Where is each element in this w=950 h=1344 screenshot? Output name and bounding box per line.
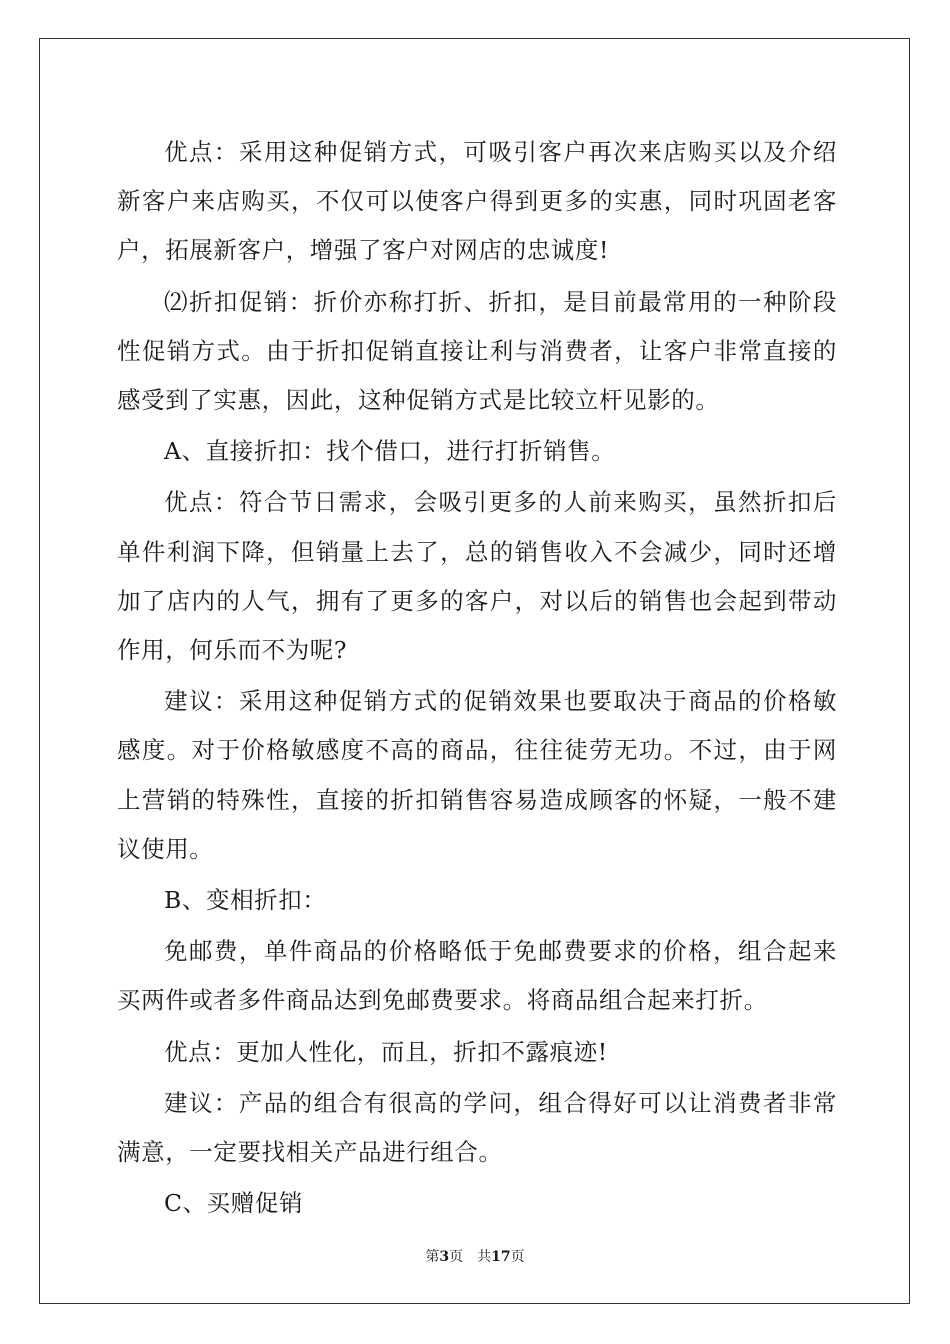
paragraph-advantage-repurchase: 优点：采用这种促销方式，可吸引客户再次来店购买以及介绍新客户来店购买，不仅可以使客户得到更多的实惠，同时巩固老客户，拓展新客户，增强了客户对网店的忠诚度!	[117, 138, 837, 265]
total-suffix: 页	[510, 1249, 525, 1265]
total-pages: 17	[491, 1249, 511, 1265]
total-prefix: 共	[477, 1249, 492, 1265]
paragraph-advantage-disguised-discount: 优点：更加人性化，而且，折扣不露痕迹!	[164, 1037, 608, 1066]
page-number: 3	[439, 1249, 450, 1265]
paragraph-discount-promotion: ⑵折扣促销：折价亦称打折、折扣，是目前最常用的一种阶段性促销方式。由于折扣促销直接让利与消费者，让客户非常直接的感受到了实惠，因此，这种促销方式是比较立杆见影的。	[117, 287, 837, 415]
paragraph-free-shipping: 免邮费，单件商品的价格略低于免邮费要求的价格，组合起来买两件或者多件商品达到免邮费要求。将商品组合起来打折。	[117, 937, 837, 1015]
heading-disguised-discount: B、变相折扣：	[164, 886, 327, 915]
page-suffix: 页	[449, 1249, 464, 1265]
paragraph-suggestion-bundle: 建议：产品的组合有很高的学问，组合得好可以让消费者非常满意，一定要找相关产品进行组合。	[117, 1088, 837, 1167]
document-body	[117, 128, 837, 1228]
paragraph-advantage-direct-discount: 优点：符合节日需求，会吸引更多的人前来购买，虽然折扣后单件利润下降，但销量上去了，总的销售收入不会减少，同时还增加了店内的人气，拥有了更多的客户，对以后的销售也会起到带动作用，何乐而不为呢?	[117, 488, 837, 665]
heading-direct-discount: A、直接折扣：找个借口，进行打折销售。	[164, 437, 616, 466]
page-prefix: 第	[425, 1249, 440, 1265]
page-footer	[0, 1247, 950, 1267]
paragraph-suggestion-direct-discount: 建议：采用这种促销方式的促销效果也要取决于商品的价格敏感度。对于价格敏感度不高的商品，往往徒劳无功。不过，由于网上营销的特殊性，直接的折扣销售容易造成顾客的怀疑，一般不建议使用。	[117, 687, 837, 863]
heading-gift-promotion: C、买赠促销	[164, 1189, 304, 1218]
